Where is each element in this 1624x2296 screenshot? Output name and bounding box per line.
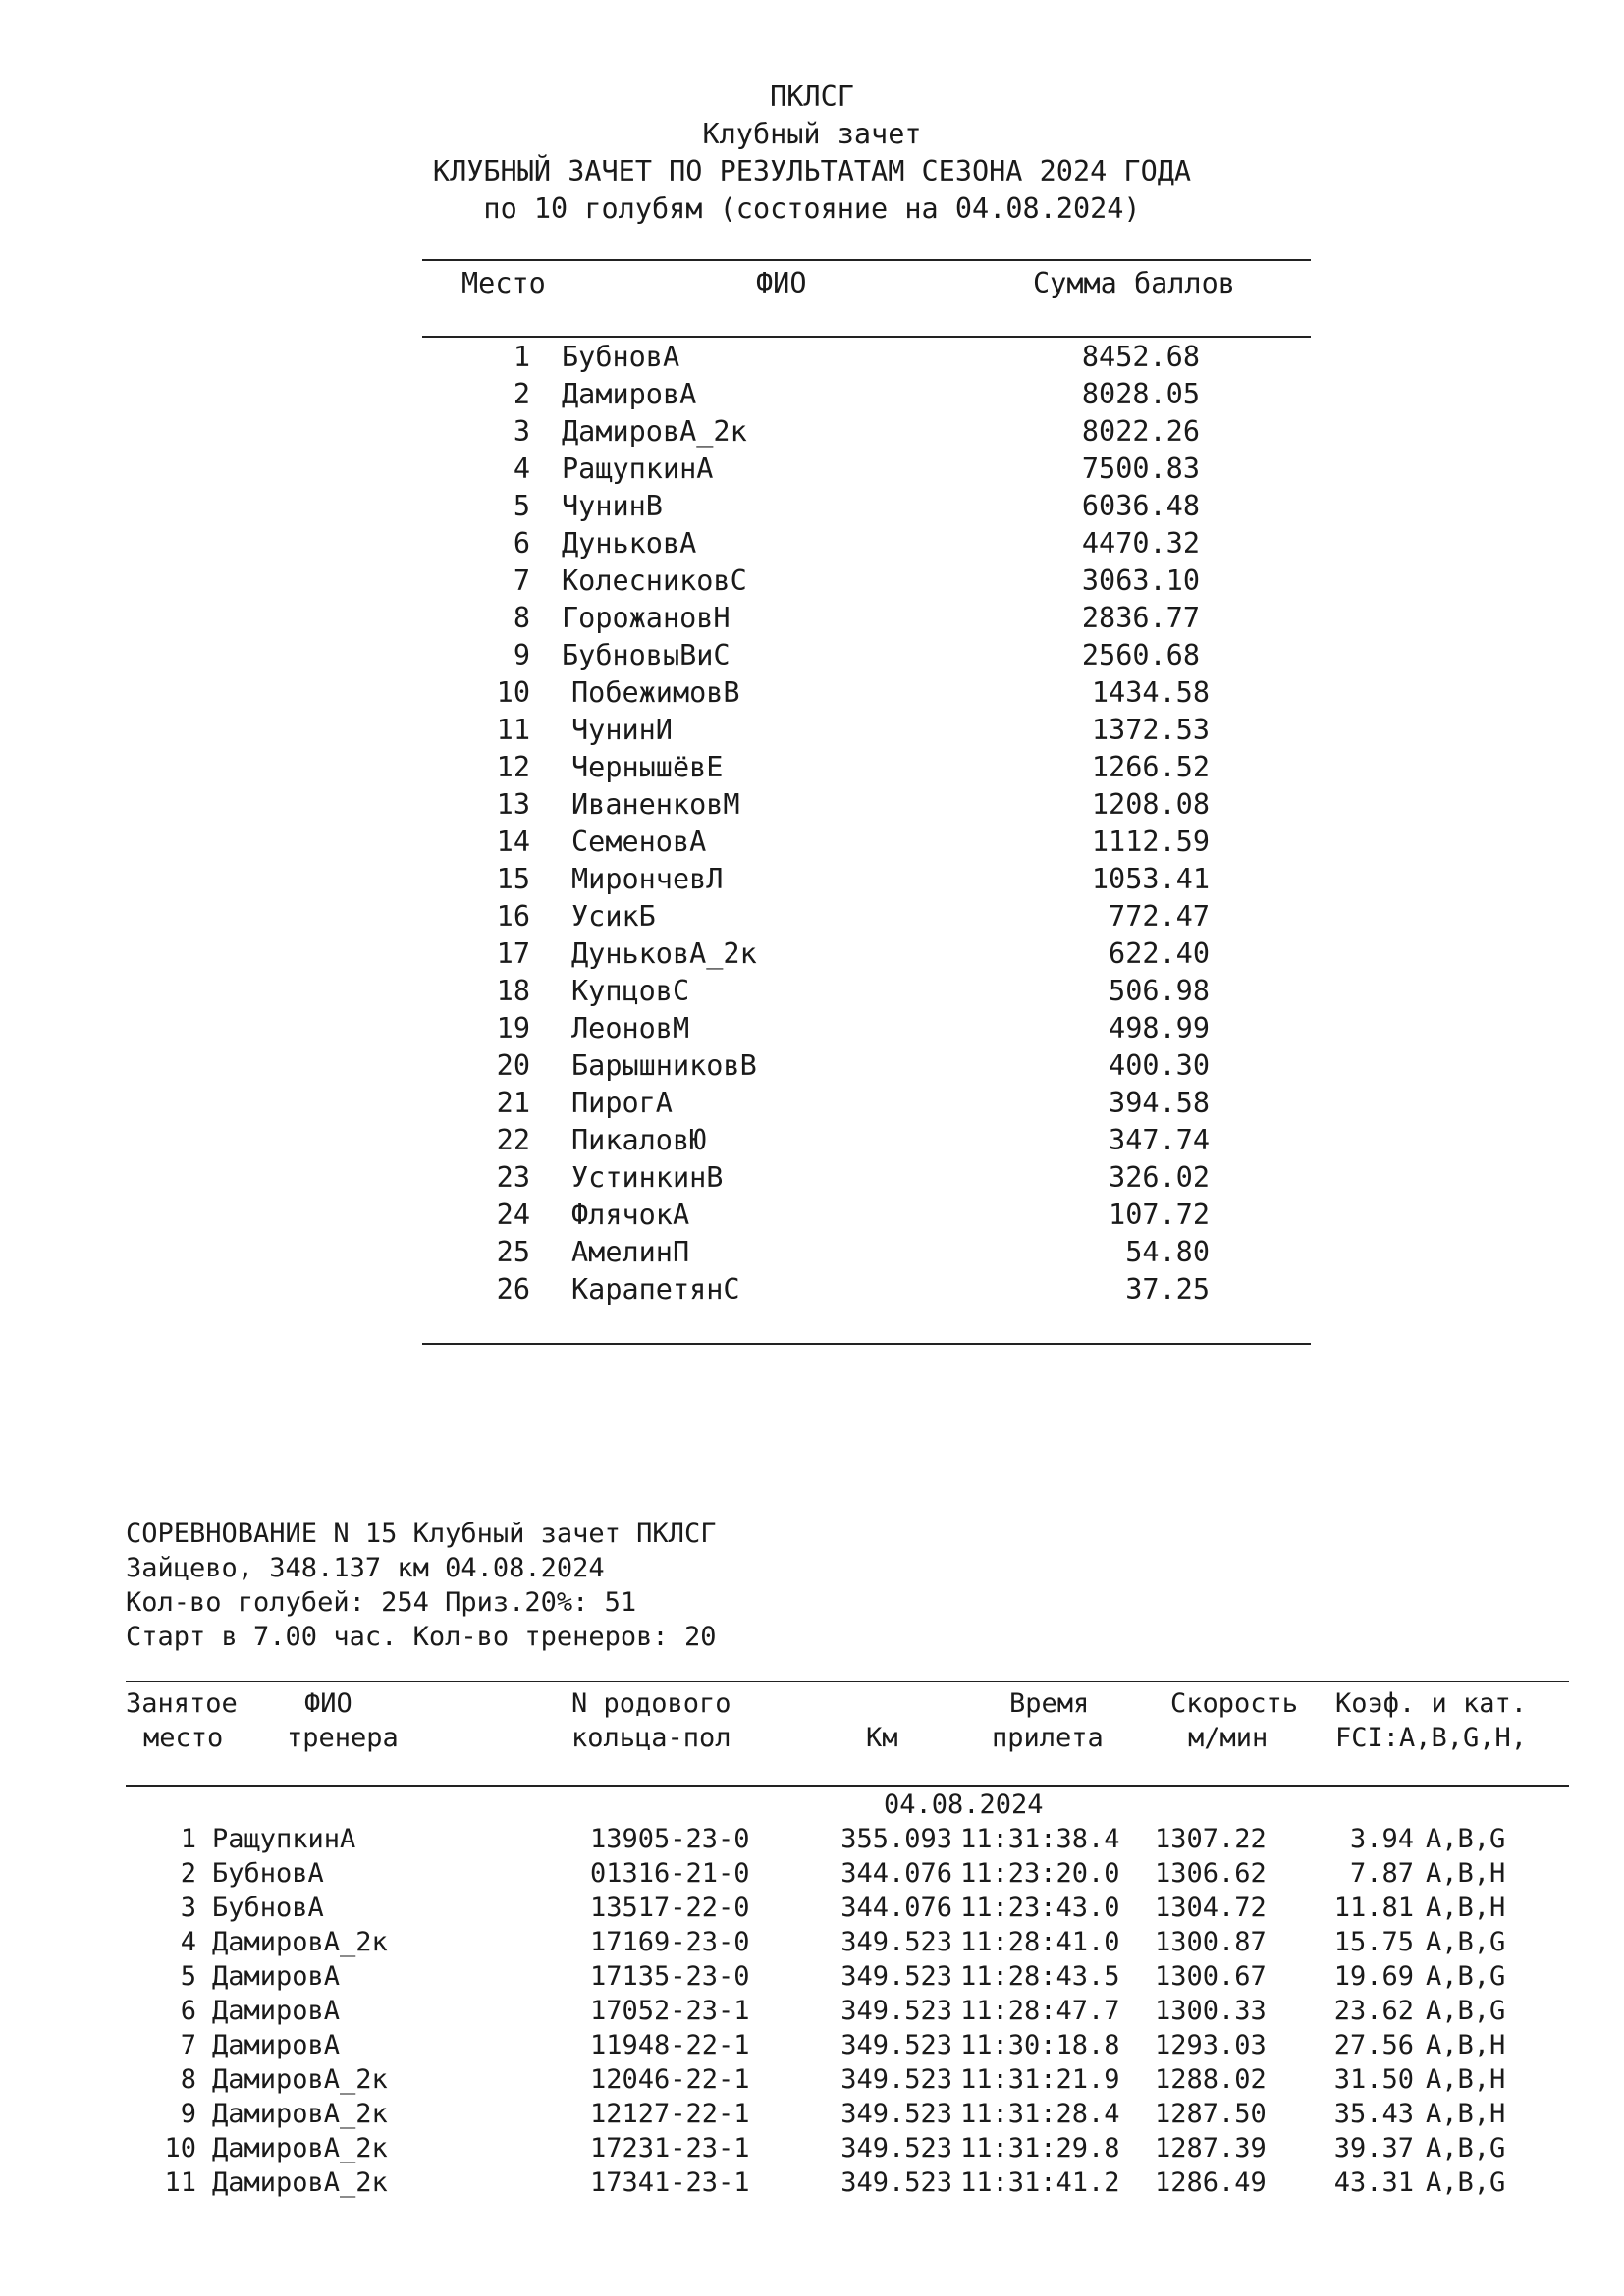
- standings-place: 11: [496, 714, 530, 746]
- result-name: ДамировА_2к: [212, 2167, 388, 2198]
- result-place: 4: [180, 1927, 196, 1957]
- result-row: [0, 2062, 1624, 2097]
- standings-name: ДуньковА: [562, 527, 697, 560]
- standings-place: 23: [496, 1161, 530, 1194]
- standings-row: [422, 1234, 1311, 1271]
- result-name: ДамировА_2к: [212, 2099, 388, 2129]
- standings-place: 20: [496, 1049, 530, 1082]
- standings-row: [422, 525, 1311, 562]
- standings-row: [422, 786, 1311, 824]
- standings-row: [422, 973, 1311, 1010]
- standings-place: 22: [496, 1124, 530, 1156]
- competition-header: [0, 1686, 1624, 1757]
- standings-row: [422, 712, 1311, 749]
- standings-name: КарапетянС: [571, 1273, 740, 1306]
- result-ring: 13905-23-0: [590, 1824, 750, 1854]
- standings-place: 3: [513, 415, 530, 448]
- standings-score: 394.58: [1109, 1087, 1210, 1119]
- hdr-name-2: тренера: [287, 1723, 399, 1753]
- result-name: БубновА: [212, 1893, 324, 1923]
- result-coef: 19.69: [1333, 1961, 1414, 1992]
- result-row: [0, 1856, 1624, 1891]
- result-time: 11:31:21.9: [960, 2064, 1120, 2095]
- result-coef: 27.56: [1333, 2030, 1414, 2060]
- hdr-speed-1: Скорость: [1170, 1688, 1299, 1719]
- standings-name: АмелинП: [571, 1236, 690, 1268]
- hdr-time-2: прилета: [992, 1723, 1104, 1753]
- standings-place: 5: [513, 490, 530, 522]
- result-coef: 43.31: [1333, 2167, 1414, 2198]
- standings-score: 1053.41: [1091, 863, 1210, 895]
- result-time: 11:28:47.7: [960, 1996, 1120, 2026]
- standings-name: ПобежимовВ: [571, 676, 740, 709]
- standings-place: 2: [513, 378, 530, 410]
- competition-table: [0, 1822, 1624, 2215]
- standings-name: РащупкинА: [562, 453, 714, 485]
- result-row: [0, 1925, 1624, 1959]
- result-place: 7: [180, 2030, 196, 2060]
- standings-place: 8: [513, 602, 530, 634]
- standings-row: [422, 1047, 1311, 1085]
- result-speed: 1307.22: [1155, 1824, 1267, 1854]
- standings-place: 15: [496, 863, 530, 895]
- result-time: 11:31:28.4: [960, 2099, 1120, 2129]
- standings-row: [422, 1085, 1311, 1122]
- result-time: 11:23:20.0: [960, 1858, 1120, 1889]
- standings-score: 4470.32: [1081, 527, 1200, 560]
- standings-place: 13: [496, 788, 530, 821]
- standings-score: 2560.68: [1081, 639, 1200, 671]
- standings-row: [422, 749, 1311, 786]
- result-place: 8: [180, 2064, 196, 2095]
- standings-row: [422, 1122, 1311, 1159]
- standings-score: 1112.59: [1091, 826, 1210, 858]
- standings-score: 1372.53: [1091, 714, 1210, 746]
- standings-score: 54.80: [1125, 1236, 1210, 1268]
- standings-name: ДамировА_2к: [562, 415, 747, 448]
- result-ring: 12127-22-1: [590, 2099, 750, 2129]
- standings-name: ГорожановН: [562, 602, 731, 634]
- standings-row: [422, 376, 1311, 413]
- standings-place: 19: [496, 1012, 530, 1044]
- standings-place: 24: [496, 1199, 530, 1231]
- result-ring: 17169-23-0: [590, 1927, 750, 1957]
- result-speed: 1306.62: [1155, 1858, 1267, 1889]
- competition-line-4: Старт в 7.00 час. Кол-во тренеров: 20: [126, 1622, 717, 1652]
- standings-score: 622.40: [1109, 937, 1210, 970]
- result-place: 11: [164, 2167, 196, 2198]
- result-km: 349.523: [840, 2064, 952, 2095]
- standings-header-rule: [422, 336, 1311, 338]
- standings-score: 2836.77: [1081, 602, 1200, 634]
- standings-header: [422, 265, 1311, 302]
- competition-header-rule: [126, 1785, 1569, 1787]
- result-cat: A,B,H: [1426, 2064, 1506, 2095]
- result-speed: 1286.49: [1155, 2167, 1267, 2198]
- result-row: [0, 1994, 1624, 2028]
- standings-name: ИваненковМ: [571, 788, 740, 821]
- result-coef: 35.43: [1333, 2099, 1414, 2129]
- standings-score: 3063.10: [1081, 564, 1200, 597]
- result-cat: A,B,G: [1426, 1927, 1506, 1957]
- standings-place: 26: [496, 1273, 530, 1306]
- standings-name: ДамировА: [562, 378, 697, 410]
- standings-name: ФлячокА: [571, 1199, 690, 1231]
- standings-name: УстинкинВ: [571, 1161, 724, 1194]
- standings-name: ЛеоновМ: [571, 1012, 690, 1044]
- standings-row: [422, 488, 1311, 525]
- result-row: [0, 2131, 1624, 2165]
- competition-line-2: Зайцево, 348.137 км 04.08.2024: [126, 1553, 605, 1583]
- standings-row: [422, 824, 1311, 861]
- standings-score: 326.02: [1109, 1161, 1210, 1194]
- standings-name: КолесниковС: [562, 564, 747, 597]
- col-score-header: Сумма баллов: [1033, 267, 1235, 299]
- result-ring: 12046-22-1: [590, 2064, 750, 2095]
- result-speed: 1287.39: [1155, 2133, 1267, 2163]
- result-cat: A,B,H: [1426, 2030, 1506, 2060]
- standings-score: 7500.83: [1081, 453, 1200, 485]
- standings-place: 7: [513, 564, 530, 597]
- result-place: 5: [180, 1961, 196, 1992]
- standings-score: 37.25: [1125, 1273, 1210, 1306]
- result-cat: A,B,H: [1426, 2099, 1506, 2129]
- standings-score: 772.47: [1109, 900, 1210, 933]
- hdr-km: Км: [866, 1723, 898, 1753]
- result-coef: 11.81: [1333, 1893, 1414, 1923]
- hdr-ring-1: N родового: [571, 1688, 731, 1719]
- standings-row: [422, 451, 1311, 488]
- col-place-header: Место: [461, 267, 546, 299]
- result-coef: 7.87: [1349, 1858, 1414, 1889]
- competition-date-row: 04.08.2024: [884, 1789, 1044, 1820]
- result-km: 349.523: [840, 1961, 952, 1992]
- result-speed: 1293.03: [1155, 2030, 1267, 2060]
- col-name-header: ФИО: [756, 267, 807, 299]
- result-km: 349.523: [840, 2099, 952, 2129]
- result-time: 11:23:43.0: [960, 1893, 1120, 1923]
- result-km: 349.523: [840, 2167, 952, 2198]
- result-row: [0, 2097, 1624, 2131]
- standings-place: 25: [496, 1236, 530, 1268]
- standings-name: БубновА: [562, 341, 680, 373]
- standings-top-rule: [422, 259, 1311, 261]
- result-ring: 17341-23-1: [590, 2167, 750, 2198]
- standings-name: КупцовС: [571, 975, 690, 1007]
- result-time: 11:31:29.8: [960, 2133, 1120, 2163]
- standings-row: [422, 637, 1311, 674]
- result-coef: 15.75: [1333, 1927, 1414, 1957]
- result-km: 349.523: [840, 2133, 952, 2163]
- result-ring: 17231-23-1: [590, 2133, 750, 2163]
- standings-row: [422, 1159, 1311, 1197]
- standings-row: [422, 898, 1311, 935]
- result-ring: 11948-22-1: [590, 2030, 750, 2060]
- result-speed: 1300.67: [1155, 1961, 1267, 1992]
- standings-name: ДуньковА_2к: [571, 937, 757, 970]
- standings-place: 17: [496, 937, 530, 970]
- standings-score: 107.72: [1109, 1199, 1210, 1231]
- standings-score: 8028.05: [1081, 378, 1200, 410]
- report-title: КЛУБНЫЙ ЗАЧЕТ ПО РЕЗУЛЬТАТАМ СЕЗОНА 2024 ГОДА: [432, 155, 1192, 187]
- standings-table: [422, 339, 1311, 1310]
- result-place: 3: [180, 1893, 196, 1923]
- standings-name: БарышниковВ: [571, 1049, 757, 1082]
- hdr-ring-2: кольца-пол: [571, 1723, 731, 1753]
- result-name: ДамировА: [212, 1996, 341, 2026]
- result-km: 349.523: [840, 1996, 952, 2026]
- result-row: [0, 2165, 1624, 2200]
- standings-place: 10: [496, 676, 530, 709]
- standings-name: БубновыВиС: [562, 639, 731, 671]
- standings-place: 1: [513, 341, 530, 373]
- standings-place: 12: [496, 751, 530, 783]
- hdr-time-1: Время: [1009, 1688, 1090, 1719]
- result-row: [0, 1959, 1624, 1994]
- standings-name: ЧернышёвЕ: [571, 751, 724, 783]
- result-place: 9: [180, 2099, 196, 2129]
- standings-row: [422, 1197, 1311, 1234]
- standings-name: ПикаловЮ: [571, 1124, 707, 1156]
- result-cat: A,B,H: [1426, 1858, 1506, 1889]
- result-place: 10: [164, 2133, 196, 2163]
- standings-name: ПирогА: [571, 1087, 673, 1119]
- result-coef: 39.37: [1333, 2133, 1414, 2163]
- standings-place: 6: [513, 527, 530, 560]
- result-name: РащупкинА: [212, 1824, 356, 1854]
- standings-row: [422, 413, 1311, 451]
- standings-name: СеменовА: [571, 826, 707, 858]
- result-cat: A,B,H: [1426, 1893, 1506, 1923]
- standings-score: 347.74: [1109, 1124, 1210, 1156]
- result-km: 355.093: [840, 1824, 952, 1854]
- result-coef: 3.94: [1349, 1824, 1414, 1854]
- standings-row: [422, 339, 1311, 376]
- standings-score: 1266.52: [1091, 751, 1210, 783]
- competition-line-3: Кол-во голубей: 254 Приз.20%: 51: [126, 1587, 637, 1618]
- result-speed: 1287.50: [1155, 2099, 1267, 2129]
- result-name: ДамировА: [212, 2030, 341, 2060]
- standings-place: 9: [513, 639, 530, 671]
- standings-bottom-rule: [422, 1343, 1311, 1345]
- report-subtitle: Клубный зачет: [702, 118, 922, 150]
- result-place: 6: [180, 1996, 196, 2026]
- result-km: 344.076: [840, 1858, 952, 1889]
- standings-place: 14: [496, 826, 530, 858]
- standings-row: [422, 861, 1311, 898]
- standings-row: [422, 562, 1311, 600]
- hdr-coef-1: Коэф. и кат.: [1335, 1688, 1528, 1719]
- hdr-place-1: Занятое: [126, 1688, 238, 1719]
- standings-score: 498.99: [1109, 1012, 1210, 1044]
- result-speed: 1304.72: [1155, 1893, 1267, 1923]
- result-speed: 1300.87: [1155, 1927, 1267, 1957]
- standings-place: 16: [496, 900, 530, 933]
- result-km: 349.523: [840, 2030, 952, 2060]
- org-name: ПКЛСГ: [770, 80, 854, 113]
- standings-row: [422, 600, 1311, 637]
- result-row: [0, 1891, 1624, 1925]
- hdr-coef-2: FCI:A,B,G,H,: [1335, 1723, 1528, 1753]
- report-note: по 10 голубям (состояние на 04.08.2024): [483, 192, 1141, 225]
- result-name: ДамировА_2к: [212, 1927, 388, 1957]
- standings-name: УсикБ: [571, 900, 656, 933]
- standings-score: 8022.26: [1081, 415, 1200, 448]
- standings-name: МирончевЛ: [571, 863, 724, 895]
- result-name: ДамировА_2к: [212, 2064, 388, 2095]
- standings-score: 1208.08: [1091, 788, 1210, 821]
- result-cat: A,B,G: [1426, 1996, 1506, 2026]
- standings-row: [422, 1010, 1311, 1047]
- result-row: [0, 1822, 1624, 1856]
- result-place: 2: [180, 1858, 196, 1889]
- result-ring: 01316-21-0: [590, 1858, 750, 1889]
- result-coef: 23.62: [1333, 1996, 1414, 2026]
- result-ring: 13517-22-0: [590, 1893, 750, 1923]
- result-time: 11:30:18.8: [960, 2030, 1120, 2060]
- result-time: 11:28:43.5: [960, 1961, 1120, 1992]
- standings-row: [422, 1271, 1311, 1308]
- result-coef: 31.50: [1333, 2064, 1414, 2095]
- standings-name: ЧунинИ: [571, 714, 673, 746]
- result-ring: 17052-23-1: [590, 1996, 750, 2026]
- result-time: 11:31:41.2: [960, 2167, 1120, 2198]
- standings-score: 6036.48: [1081, 490, 1200, 522]
- result-cat: A,B,G: [1426, 1961, 1506, 1992]
- result-name: БубновА: [212, 1858, 324, 1889]
- standings-place: 18: [496, 975, 530, 1007]
- result-ring: 17135-23-0: [590, 1961, 750, 1992]
- result-cat: A,B,G: [1426, 2167, 1506, 2198]
- standings-score: 8452.68: [1081, 341, 1200, 373]
- hdr-name-1: ФИО: [304, 1688, 352, 1719]
- result-place: 1: [180, 1824, 196, 1854]
- standings-place: 4: [513, 453, 530, 485]
- result-km: 349.523: [840, 1927, 952, 1957]
- result-name: ДамировА: [212, 1961, 341, 1992]
- result-speed: 1288.02: [1155, 2064, 1267, 2095]
- standings-row: [422, 935, 1311, 973]
- standings-score: 506.98: [1109, 975, 1210, 1007]
- result-time: 11:31:38.4: [960, 1824, 1120, 1854]
- result-cat: A,B,G: [1426, 2133, 1506, 2163]
- result-cat: A,B,G: [1426, 1824, 1506, 1854]
- result-time: 11:28:41.0: [960, 1927, 1120, 1957]
- standings-score: 400.30: [1109, 1049, 1210, 1082]
- standings-name: ЧунинВ: [562, 490, 663, 522]
- standings-place: 21: [496, 1087, 530, 1119]
- standings-score: 1434.58: [1091, 676, 1210, 709]
- hdr-place-2: место: [143, 1723, 224, 1753]
- standings-row: [422, 674, 1311, 712]
- result-speed: 1300.33: [1155, 1996, 1267, 2026]
- result-km: 344.076: [840, 1893, 952, 1923]
- competition-top-rule: [126, 1681, 1569, 1682]
- hdr-speed-2: м/мин: [1188, 1723, 1269, 1753]
- result-name: ДамировА_2к: [212, 2133, 388, 2163]
- competition-line-1: СОРЕВНОВАНИЕ N 15 Клубный зачет ПКЛСГ: [126, 1519, 717, 1549]
- result-row: [0, 2028, 1624, 2062]
